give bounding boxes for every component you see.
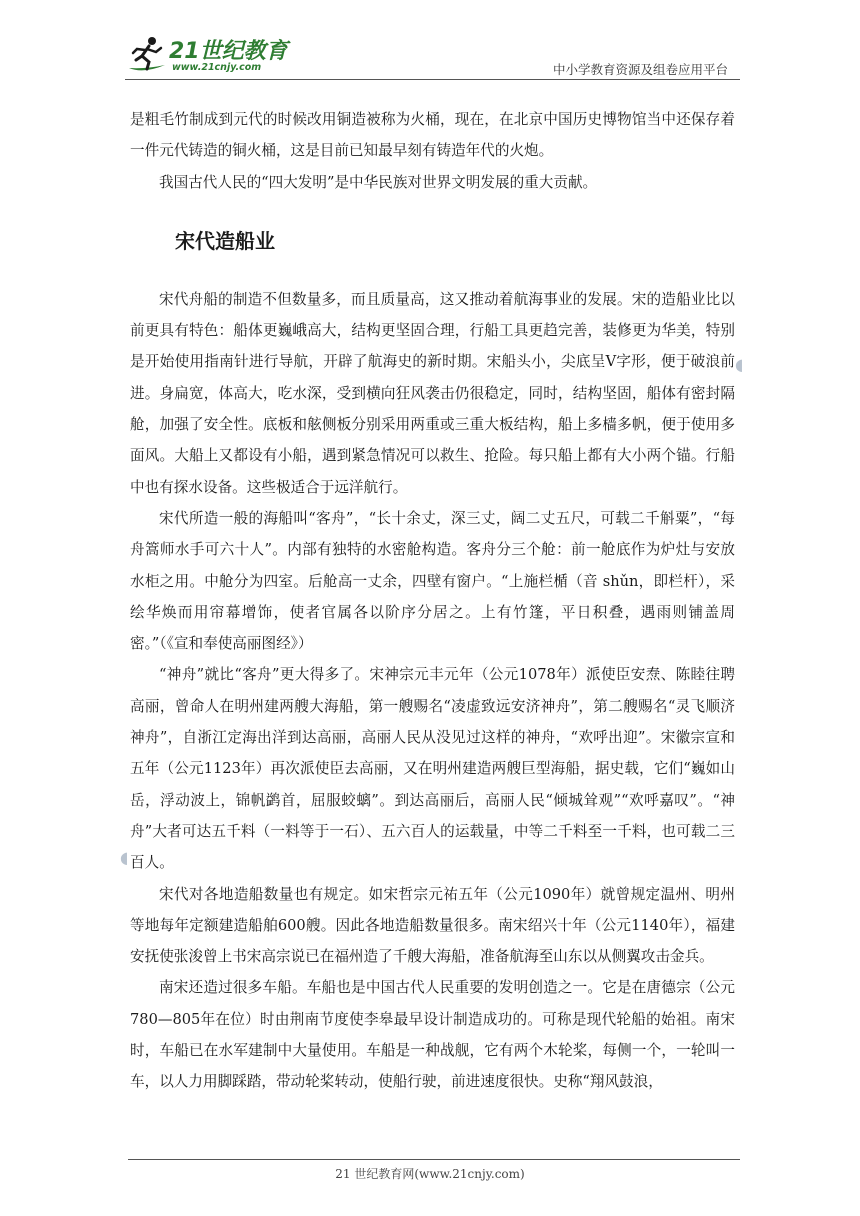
- scan-mark-icon: ◖: [120, 848, 129, 867]
- running-figure-icon: [125, 34, 169, 76]
- paragraph-shipbuilding-quota: 宋代对各地造船数量也有规定。如宋哲宗元祐五年（公元1090年）就曾规定温州、明州等地每年定额建造船舶600艘。因此各地造船数量很多。南宋绍兴十年（公元1140年），福建安抚使张浚曾上书宋高宗说已在福州造了千艘大海船，准备航海至山东以从侧翼攻击金兵。: [130, 885, 735, 966]
- footer-divider: [128, 1159, 740, 1160]
- paragraph-ke-zhou: 宋代所造一般的海船叫“客舟”，“长十余丈，深三丈，阔二丈五尺，可载二千斛粟”，“每舟篙师水手可六十人”。内部有独特的水密舱构造。客舟分三个舱：前一舱底作为炉灶与安放水柜之用。中舱分为四室。后舱高一丈余，四壁有窗户。“上施栏楯（音 shǔn，即栏杆），采绘华焕而用帘幕增饰，使者官属各以阶序分居之。上有竹篷，平日积叠，遇雨则铺盖周密。”（《宣和奉使高丽图经》）: [130, 509, 735, 653]
- page-header: [125, 32, 740, 80]
- logo-title: 21世纪教育: [169, 39, 288, 64]
- header-divider: [125, 79, 740, 80]
- paragraph-continued: 是粗毛竹制成到元代的时候改用铜造被称为火桶，现在，在北京中国历史博物馆当中还保存着一件元代铸造的铜火桶，这是目前已知最早刻有铸造年代的火炮。: [130, 111, 735, 160]
- scan-mark-icon: ◖: [735, 355, 744, 374]
- document-body: [130, 104, 735, 1098]
- paragraph-paddle-boats: 南宋还造过很多车船。车船也是中国古代人民重要的发明创造之一。它是在唐德宗（公元780—805年在位）时由荆南节度使李皋最早设计制造成功的。可称是现代轮船的始祖。南宋时，车船已在水军建制中大量使用。车船是一种战舰，它有两个木轮桨，每侧一个，一轮叫一车，以人力用脚踩踏，带动轮桨转动，使船行驶，前进速度很快。史称“翔风鼓浪，: [130, 979, 735, 1091]
- logo-url: www.21cnjy.com: [172, 62, 262, 73]
- header-tagline: 中小学教育资源及组卷应用平台: [552, 62, 728, 77]
- page-footer[interactable]: 21 世纪教育网(www.21cnjy.com): [335, 1167, 525, 1181]
- paragraph-song-ships: 宋代舟船的制造不但数量多，而且质量高，这又推动着航海事业的发展。宋的造船业比以前更具有特色：船体更巍峨高大，结构更坚固合理，行船工具更趋完善，装修更为华美，特别是开始使用指南针进行导航，开辟了航海史的新时期。宋船头小，尖底呈V字形，便于破浪前进。身扁宽，体高大，吃水深，受到横向狂风袭击仍很稳定，同时，结构坚固，船体有密封隔舱，加强了安全性。底板和舷侧板分别采用两重或三重大板结构，船上多樯多帆，便于使用多面风。大船上又都设有小船，遇到紧急情况可以救生、抢险。每只船上都有大小两个锚。行船中也有探水设备。这些极适合于远洋航行。: [130, 290, 735, 496]
- paragraph-shen-zhou: “神舟”就比“客舟”更大得多了。宋神宗元丰元年（公元1078年）派使臣安焘、陈睦往聘高丽，曾命人在明州建两艘大海船，第一艘赐名“凌虚致远安济神舟”，第二艘赐名“灵飞顺济神舟”，自浙江定海出洋到达高丽，高丽人民从没见过这样的神舟，“欢呼出迎”。宋徽宗宣和五年（公元1123年）再次派使臣去高丽，又在明州建造两艘巨型海船，据史载，它们“巍如山岳，浮动波上，锦帆鹢首，屈服蛟螭”。到达高丽后，高丽人民“倾城耸观”“欢呼嘉叹”。“神舟”大者可达五千料（一料等于一石）、五六百人的运载量，中等二千料至一千料，也可载二三百人。: [130, 666, 735, 872]
- site-logo[interactable]: [125, 32, 295, 78]
- paragraph-four-inventions: 我国古代人民的“四大发明”是中华民族对世界文明发展的重大贡献。: [159, 173, 598, 191]
- section-heading: 宋代造船业: [175, 228, 275, 253]
